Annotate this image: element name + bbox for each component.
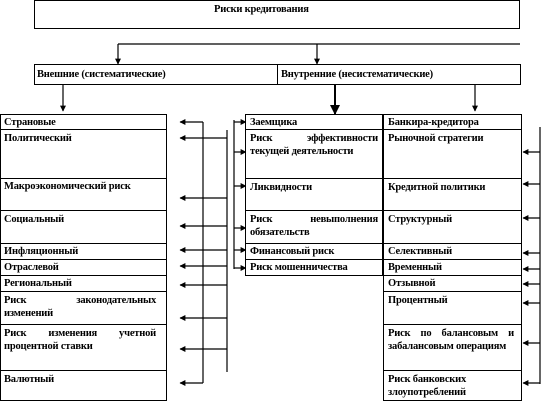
row-sep (383, 324, 522, 325)
row-sep (245, 129, 383, 130)
row-sep (0, 291, 167, 292)
external-item: Политический (4, 133, 72, 144)
bank-item: Процентный (388, 295, 448, 306)
external-item: Страновые (4, 117, 56, 128)
row-sep (245, 243, 383, 244)
row-sep (383, 275, 522, 276)
bank-item: Структурный (388, 214, 452, 225)
bank-item: Риск банковских злоупотреблений (388, 374, 467, 398)
borrower-item: Риск эффективности текущей деятельности (250, 133, 378, 157)
row-sep (245, 178, 383, 179)
row-sep (245, 259, 383, 260)
row-sep (383, 291, 522, 292)
external-item: Риск законодательных изменений (4, 295, 156, 319)
borrower-item: Ликвидности (250, 182, 312, 193)
borrower-item: Риск мошенничества (250, 262, 348, 273)
external-item: Региональный (4, 278, 72, 289)
row-sep (245, 210, 383, 211)
row-sep (0, 178, 167, 179)
external-header: Внешние (систематические) (37, 69, 166, 80)
bank-item: Селективный (388, 246, 452, 257)
row-sep (383, 243, 522, 244)
bank-item: Риск по балансовым и забалансовым операциям (388, 328, 514, 352)
row-sep (0, 243, 167, 244)
borrower-header: Заемщика (250, 117, 298, 128)
row-sep (0, 210, 167, 211)
row-sep (0, 370, 167, 371)
diagram-title: Риски кредитования (214, 4, 309, 15)
bank-header: Банкира-кредитора (388, 117, 479, 128)
row-sep (0, 324, 167, 325)
row-sep (0, 259, 167, 260)
row-sep (383, 259, 522, 260)
row-sep (0, 275, 167, 276)
external-item: Социальный (4, 214, 65, 225)
row-sep (383, 178, 522, 179)
external-item: Инфляционный (4, 246, 79, 257)
row-sep (0, 129, 167, 130)
borrower-item: Финансовый риск (250, 246, 335, 257)
bank-item: Временный (388, 262, 442, 273)
bank-item: Кредитной политики (388, 182, 486, 193)
external-item: Риск изменения учетной процентной ставки (4, 328, 156, 352)
external-item: Макроэкономический риск (4, 181, 131, 192)
row-sep (383, 210, 522, 211)
row-sep (383, 370, 522, 371)
borrower-item: Риск невыполнения обязательств (250, 214, 378, 238)
row-sep (383, 129, 522, 130)
external-item: Отраслевой (4, 262, 59, 273)
bank-item: Отзывной (388, 278, 436, 289)
level2-divider (277, 64, 278, 85)
internal-header: Внутренние (несистематические) (281, 69, 433, 80)
external-item: Валютный (4, 374, 54, 385)
bank-item: Рыночной стратегии (388, 133, 484, 144)
